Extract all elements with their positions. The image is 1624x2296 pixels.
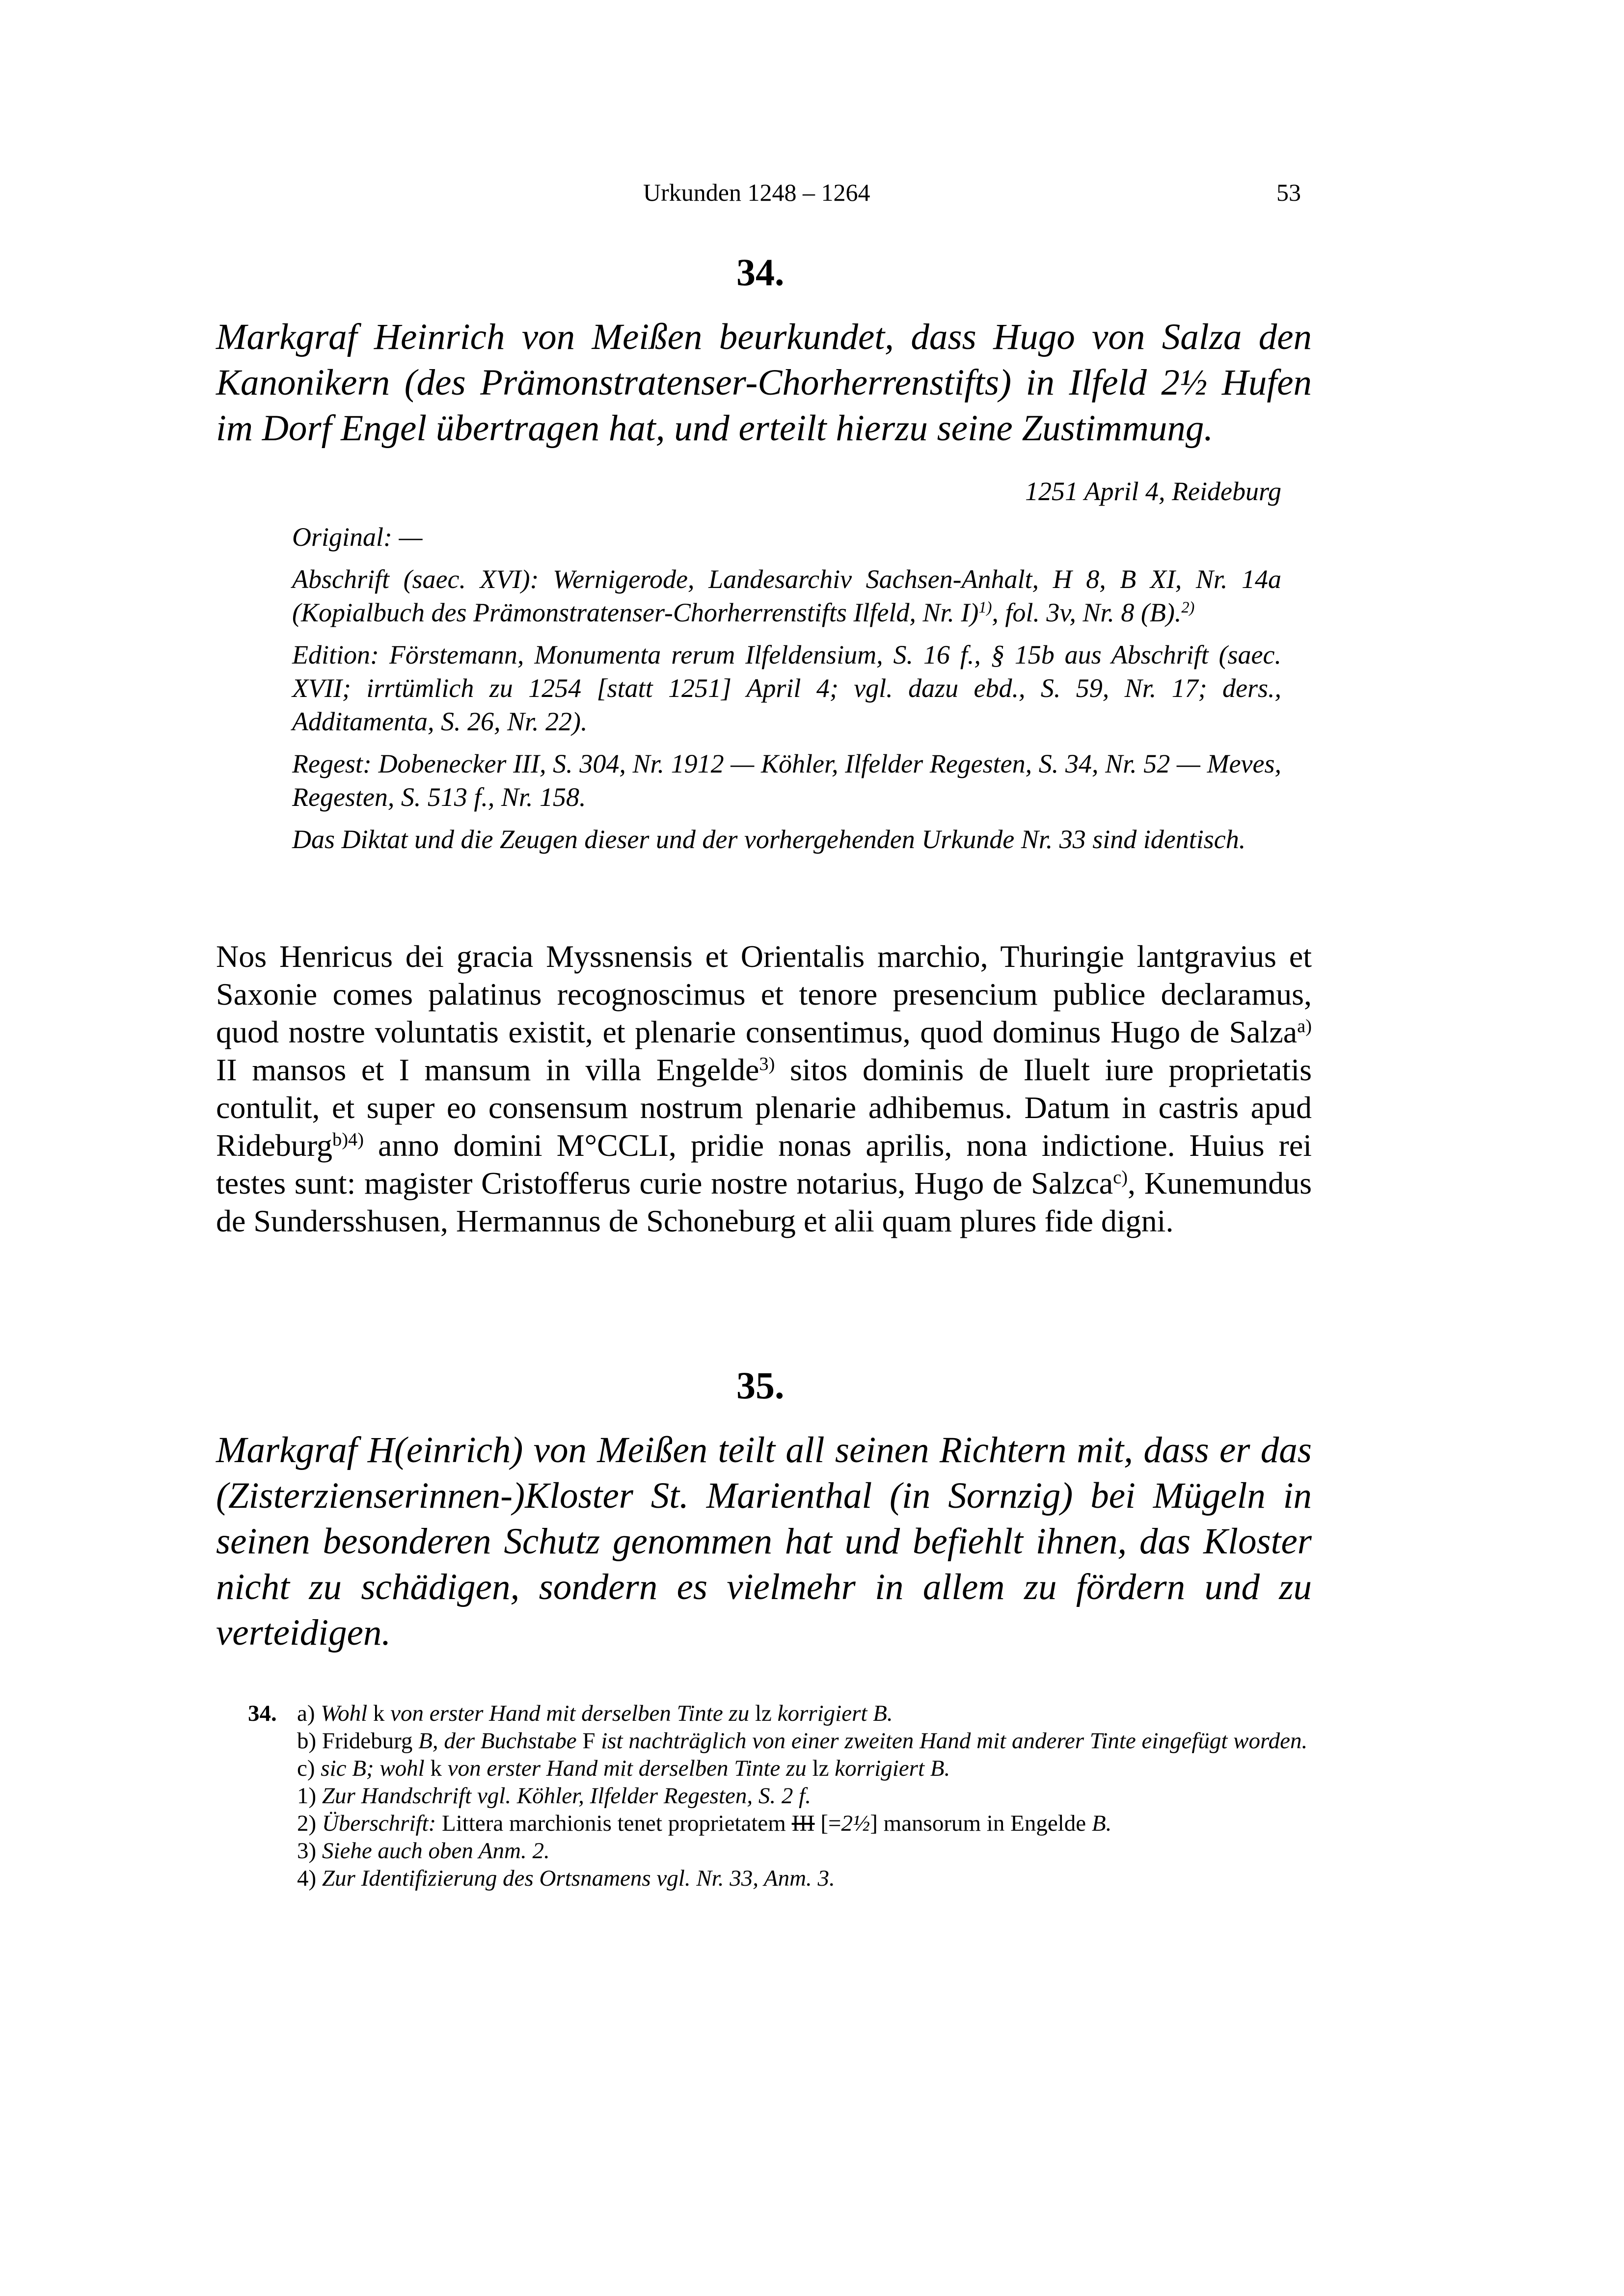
regest-reference: Regest: Dobenecker III, S. 304, Nr. 1912 — Köhler, Ilfelder Regesten, S. 34, Nr. 52 — Meves, Regesten, S. 513 f., Nr. 158. — [292, 749, 1281, 812]
text-part-5: , Kunemundus de Sundersshusen, Hermannus de Schoneburg et alii quam plures fide digni. — [216, 1166, 1312, 1238]
footnote-label: 3) — [297, 1838, 317, 1864]
footnotes — [248, 1700, 1313, 1893]
document-number-35: 35. — [736, 1364, 785, 1407]
footnote-ref-3: 3) — [759, 1053, 775, 1074]
footnote-ref-2: 2) — [1181, 599, 1195, 617]
document-text-34 — [216, 937, 1312, 1240]
footnote-a — [248, 1700, 1313, 1727]
footnote-b — [248, 1728, 1313, 1754]
regest-34: Markgraf Heinrich von Meißen beurkundet, dass Hugo von Salza den Kanonikern (des Prämonstratenser-Chorherrenstifts) in Ilfeld 2½ Hufen im Dorf Engel übertragen hat, und erteilt hierzu seine Zustimmung. — [216, 317, 1312, 449]
footnote-2 — [248, 1810, 1313, 1837]
footnote-label: 2) — [297, 1811, 317, 1836]
footnote-doc-number: 34. — [248, 1701, 277, 1726]
regest-35: Markgraf H(einrich) von Meißen teilt all seinen Richtern mit, dass er das (Zisterzienserinnen-)Kloster St. Marienthal (in Sornzig) bei Mügeln in seinen besonderen Schutz genommen hat und befiehlt ihnen, das Kloster nicht zu schädigen, sondern es vielmehr in allem zu fördern und zu verteidigen. — [216, 1430, 1312, 1653]
date-place-34: 1251 April 4, Reideburg — [1025, 477, 1281, 506]
footnote-text: 2½ — [841, 1811, 870, 1836]
footnote-text: lz — [755, 1701, 772, 1726]
abschrift-note — [292, 562, 1281, 629]
abschrift-text: Abschrift (saec. XVI): Wernigerode, Landesarchiv Sachsen-Anhalt, H 8, B XI, Nr. 14a (Kopialbuch des Prämonstratenser-Chorherrenstifts Ilfeld, Nr. I) — [292, 564, 1281, 627]
footnote-text: B. — [1091, 1811, 1112, 1836]
footnote-label: 1) — [297, 1783, 317, 1809]
running-title: Urkunden 1248 – 1264 — [643, 179, 870, 206]
footnote-text: B, der Buchstabe — [418, 1728, 577, 1754]
footnote-text: ] mansorum in Engelde — [870, 1811, 1086, 1836]
footnote-text: III — [791, 1811, 815, 1836]
footnote-label: 4) — [297, 1866, 317, 1891]
footnote-text: Wohl — [321, 1701, 368, 1726]
footnote-text: Frideburg — [322, 1728, 413, 1754]
footnote-text: von erster Hand mit derselben Tinte zu — [390, 1701, 750, 1726]
abschrift-text-cont: , fol. 3v, Nr. 8 (B). — [992, 598, 1182, 627]
footnote-text: korrigiert B. — [777, 1701, 893, 1726]
text-part-1: Nos Henricus dei gracia Myssnensis et Orientalis marchio, Thuringie lantgravius et Saxonie comes palatinus recognoscimus et tenore presencium publice declaramus, quod nostre voluntatis existit, et plenarie consentimus, quod dominus Hugo de Salza — [216, 939, 1312, 1049]
footnote-ref-1: 1) — [978, 599, 992, 617]
edition-note: Edition: Förstemann, Monumenta rerum Ilfeldensium, S. 16 f., § 15b aus Abschrift (saec. XVII; irrtümlich zu 1254 [statt 1251] April 4; vgl. dazu ebd., S. 59, Nr. 17; ders., Additamenta, S. 26, Nr. 22). — [292, 640, 1281, 736]
footnote-text: F — [582, 1728, 595, 1754]
original-note: Original: — — [292, 522, 423, 552]
critical-apparatus-34 — [292, 520, 1281, 865]
text-part-2: II mansos et I mansum in villa Engelde — [216, 1052, 759, 1087]
footnote-text: sic B; wohl — [321, 1756, 425, 1781]
footnote-3 — [248, 1838, 1313, 1864]
footnote-label: c) — [297, 1756, 315, 1781]
document-number-34: 34. — [736, 251, 785, 294]
text-part-3: sitos dominis de Iluelt iure proprietatis contulit, et super eo consensum nostrum plenarie adhibemus. Datum in castris apud Rideburg — [216, 1052, 1312, 1163]
footnote-text: Zur Identifizierung des Ortsnamens vgl. Nr. 33, Anm. 3. — [322, 1866, 835, 1891]
variant-ref-c: c) — [1113, 1167, 1128, 1188]
footnote-c — [248, 1755, 1313, 1782]
variant-ref-b: b)4) — [332, 1129, 364, 1150]
footnote-text: Littera marchionis tenet proprietatem — [442, 1811, 786, 1836]
diktat-note: Das Diktat und die Zeugen dieser und der vorhergehenden Urkunde Nr. 33 sind identisch. — [292, 825, 1246, 854]
footnote-text: k — [430, 1756, 442, 1781]
footnote-text: korrigiert B. — [835, 1756, 950, 1781]
footnote-text: [= — [820, 1811, 841, 1836]
footnote-text: Zur Handschrift vgl. Köhler, Ilfelder Regesten, S. 2 f. — [322, 1783, 811, 1809]
footnote-label: a) — [297, 1701, 315, 1726]
footnote-text: k — [373, 1701, 385, 1726]
footnote-text: lz — [812, 1756, 829, 1781]
footnote-text: Siehe auch oben Anm. 2. — [322, 1838, 550, 1864]
footnote-text: von erster Hand mit derselben Tinte zu — [447, 1756, 807, 1781]
variant-ref-a: a) — [1297, 1015, 1312, 1037]
footnote-label: b) — [297, 1728, 317, 1754]
footnote-text: ist nachträglich von einer zweiten Hand mit anderer Tinte eingefügt worden. — [601, 1728, 1308, 1754]
page-number: 53 — [1276, 179, 1301, 206]
footnote-4 — [248, 1865, 1313, 1892]
footnote-1 — [248, 1783, 1313, 1809]
text-part-4: anno domini M°CCLI, pridie nonas aprilis, nona indictione. Huius rei testes sunt: magister Cristofferus curie nostre notarius, Hugo de Salzca — [216, 1128, 1312, 1201]
footnote-text: Überschrift: — [322, 1811, 436, 1836]
